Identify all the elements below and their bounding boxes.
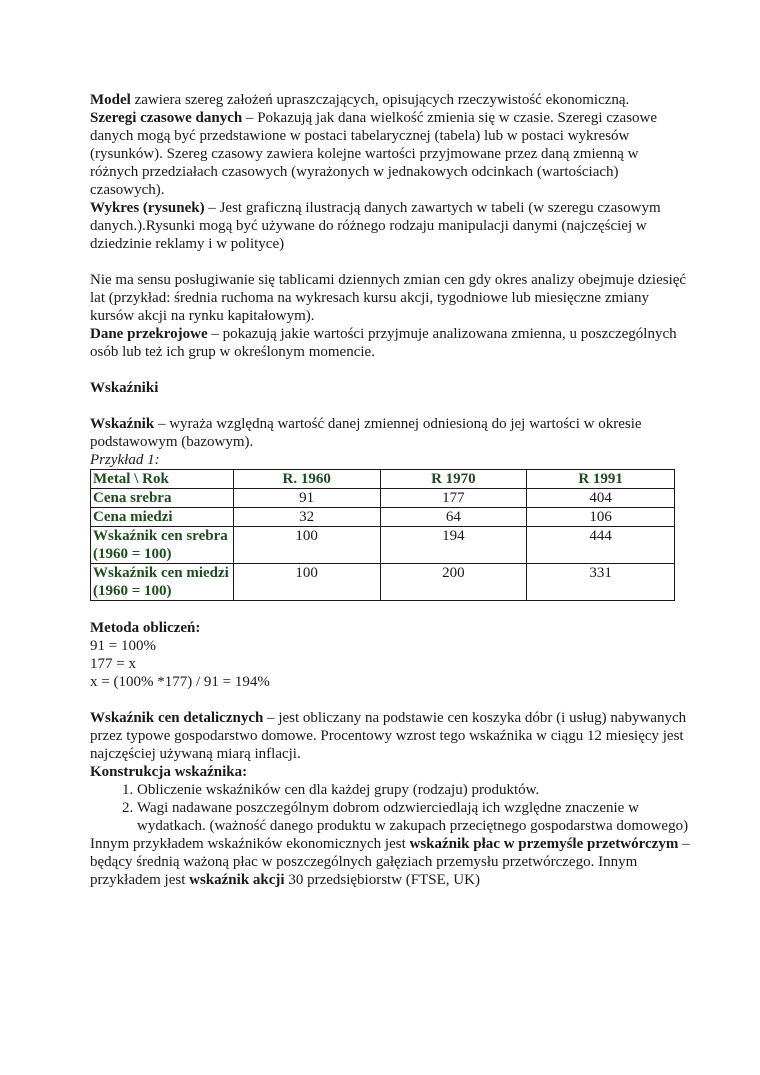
table-row [91,508,675,527]
table-cell: 444 [527,527,675,564]
chart-paragraph [90,199,690,253]
model-term: Model [90,92,131,108]
document-page [90,91,690,889]
spacer [90,397,690,415]
chart-text: – Jest graficzną ilustracją danych zawartych w tabeli (w szeregu czasowym danych.).Rysunki mogą być używane do różnego rodzaju manipulacji danymi (najczęściej w dziedzinie reklamy i w polityce) [90,200,661,252]
table-row [91,527,675,564]
table-cell: 106 [527,508,675,527]
table-cell: 200 [380,564,527,601]
cross-text: – pokazują jakie wartości przyjmuje analizowana zmienna, u poszczególnych osób lub też ich grup w określonym momencie. [90,326,677,360]
method-line-1: 91 = 100% [90,638,156,654]
retail-term: Wskaźnik cen detalicznych [90,710,264,726]
spacer [90,601,690,619]
model-paragraph [90,91,690,109]
table-row [91,489,675,508]
model-text: zawiera szereg założeń upraszczających, opisujących rzeczywistość ekonomiczną. [130,92,630,108]
table-cell: 331 [527,564,675,601]
section-title-indices: Wskaźniki [90,380,159,396]
spacer [90,691,690,709]
no-sense-paragraph: Nie ma sensu posługiwanie się tablicami dziennych zmian cen gdy okres analizy obejmuje dziesięć lat (przykład: średnia ruchoma na wykresach kursu akcji, tygodniowe lub miesięczne zmiany kursów akcji na rynku kapitałowym). [90,272,687,324]
retail-text: – jest obliczany na podstawie cen koszyka dóbr (i usług) nabywanych przez typowe gospodarstwo domowe. Procentowy wzrost tego wskaźnika w ciągu 12 miesięcy jest najczęściej używaną miarą inflacji. [90,710,687,762]
other-text-1: Innym przykładem wskaźników ekonomicznych jest [90,836,410,852]
table-header-row [91,470,675,489]
method-line-2: 177 = x [90,656,136,672]
series-term: Szeregi czasowe danych [90,110,243,126]
method-title: Metoda obliczeń: [90,620,201,636]
table-row-label: Wskaźnik cen srebra (1960 = 100) [91,527,234,564]
cross-term: Dane przekrojowe [90,326,208,342]
list-item: 2. Wagi nadawane poszczególnym dobrom odzwierciedlają ich względne znaczenie w wydatkach. (ważność danego produktu w zakupach przeciętnego gospodarstwa domowego) [137,799,690,835]
table-cell: 64 [380,508,527,527]
table-header-cell: Metal \ Rok [91,470,234,489]
other-examples-paragraph [90,835,690,889]
other-text-2: – będący średnią ważoną płac w poszczególnych gałęziach przemysłu przetwórczego. Innym przykładem jest [90,836,690,888]
spacer [90,361,690,379]
series-text: – Pokazują jak dana wielkość zmienia się w czasie. Szeregi czasowe danych mogą być przedstawione w postaci tabelarycznej (tabela) lub w postaci wykresów (rysunków). Szereg czasowy zawiera kolejne wartości przyjmowane przez daną zmienną w różnych przedziałach czasowych (wyrażonych w jednakowych odcinkach (wartościach) czasowych). [90,110,658,198]
wage-term: wskaźnik płac w przemyśle przetwórczym [409,836,679,852]
retail-paragraph [90,709,690,763]
table-row-label: Cena miedzi [91,508,234,527]
series-paragraph [90,109,690,199]
construction-steps-list [90,781,690,835]
table-row-label: Wskaźnik cen miedzi (1960 = 100) [91,564,234,601]
chart-term: Wykres (rysunek) [90,200,205,216]
table-header-cell: R. 1960 [233,470,380,489]
method-line-3: x = (100% *177) / 91 = 194% [90,674,270,690]
table-cell: 177 [380,489,527,508]
table-cell: 32 [233,508,380,527]
spacer [90,253,690,271]
table-header-cell: R 1970 [380,470,527,489]
construction-title: Konstrukcja wskaźnika: [90,764,248,780]
table-row [91,564,675,601]
table-cell: 194 [380,527,527,564]
cross-paragraph [90,325,690,361]
table-cell: 404 [527,489,675,508]
price-index-table [90,469,675,601]
table-cell: 100 [233,564,380,601]
table-cell: 91 [233,489,380,508]
table-row-label: Cena srebra [91,489,234,508]
index-paragraph [90,415,690,451]
other-text-3: 30 przedsiębiorstw (FTSE, UK) [284,872,480,888]
table-header-cell: R 1991 [527,470,675,489]
table-cell: 100 [233,527,380,564]
list-item: 1. Obliczenie wskaźników cen dla każdej grupy (rodzaju) produktów. [137,781,690,799]
index-term: Wskaźnik [90,416,155,432]
example-label: Przykład 1: [90,452,160,468]
stock-term: wskaźnik akcji [189,872,285,888]
index-text: – wyraża względną wartość danej zmiennej odniesioną do jej wartości w okresie podstawowym (bazowym). [90,416,642,450]
